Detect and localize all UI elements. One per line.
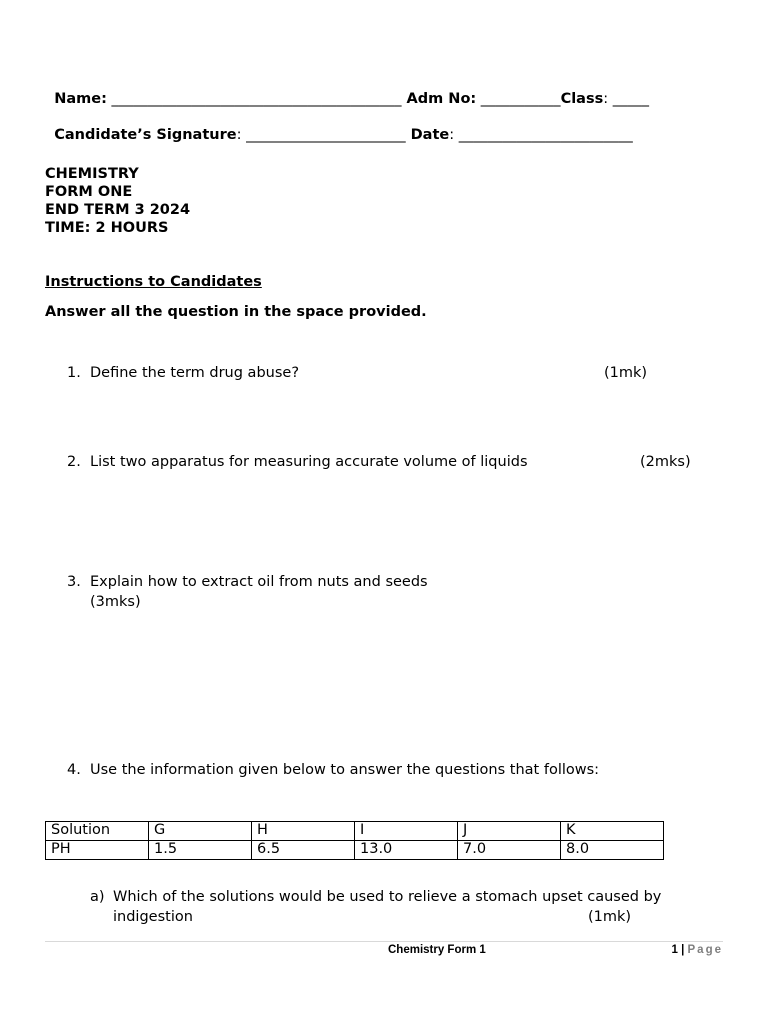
table-row [46,822,664,841]
signature-blank: : ______________________ [236,127,406,143]
page-word: Page [687,944,723,956]
class-label: Class [560,91,604,107]
footer-divider [45,941,723,942]
adm-label: Adm No: [401,91,477,107]
instructions-heading: Instructions to Candidates [45,274,262,290]
name-label: Name: [54,91,107,107]
term-title: END TERM 3 2024 [45,202,191,218]
subject-title: CHEMISTRY [45,166,139,182]
instructions-text: Answer all the question in the space provided. [45,304,427,320]
page-separator: | [677,944,688,956]
question-1-text: Define the term drug abuse? [90,365,300,381]
name-blank: ________________________________________ [106,91,402,107]
signature-field-row [45,111,633,143]
question-3-marks: (3mks) [90,594,141,610]
table-cell: H [252,822,355,841]
table-row [46,841,664,860]
adm-blank: ___________ [476,91,561,107]
table-cell: K [561,822,664,841]
table-cell: 1.5 [149,841,252,860]
date-blank: : ________________________ [449,127,633,143]
question-2-marks: (2mks) [640,454,691,470]
date-label: Date [405,127,450,143]
question-3-text: Explain how to extract oil from nuts and seeds [90,574,428,590]
subquestion-a-line1: Which of the solutions would be used to relieve a stomach upset caused by [113,889,662,905]
subquestion-a-marks: (1mk) [588,909,632,925]
question-1-number: 1. [67,365,81,381]
table-cell: 13.0 [355,841,458,860]
class-blank: : _____ [603,91,649,107]
table-cell: 8.0 [561,841,664,860]
table-cell: J [458,822,561,841]
question-4-text: Use the information given below to answer the questions that follows: [90,762,600,778]
footer-title: Chemistry Form 1 [388,944,486,956]
form-title: FORM ONE [45,184,133,200]
table-cell: 7.0 [458,841,561,860]
table-cell: Solution [46,822,149,841]
question-2-text: List two apparatus for measuring accurate volume of liquids [90,454,528,470]
name-field-row [45,75,649,107]
ph-table [45,821,664,860]
table-cell: PH [46,841,149,860]
table-cell: G [149,822,252,841]
question-2-number: 2. [67,454,81,470]
page-number: 1 [671,944,678,956]
table-cell: 6.5 [252,841,355,860]
question-3-number: 3. [67,574,81,590]
table-cell: I [355,822,458,841]
signature-label: Candidate’s Signature [54,127,237,143]
footer-page-indicator [671,944,723,956]
subquestion-a-line2: indigestion [113,909,193,925]
time-title: TIME: 2 HOURS [45,220,169,236]
question-4-number: 4. [67,762,81,778]
question-1-marks: (1mk) [604,365,648,381]
subquestion-a-label: a) [90,889,105,905]
